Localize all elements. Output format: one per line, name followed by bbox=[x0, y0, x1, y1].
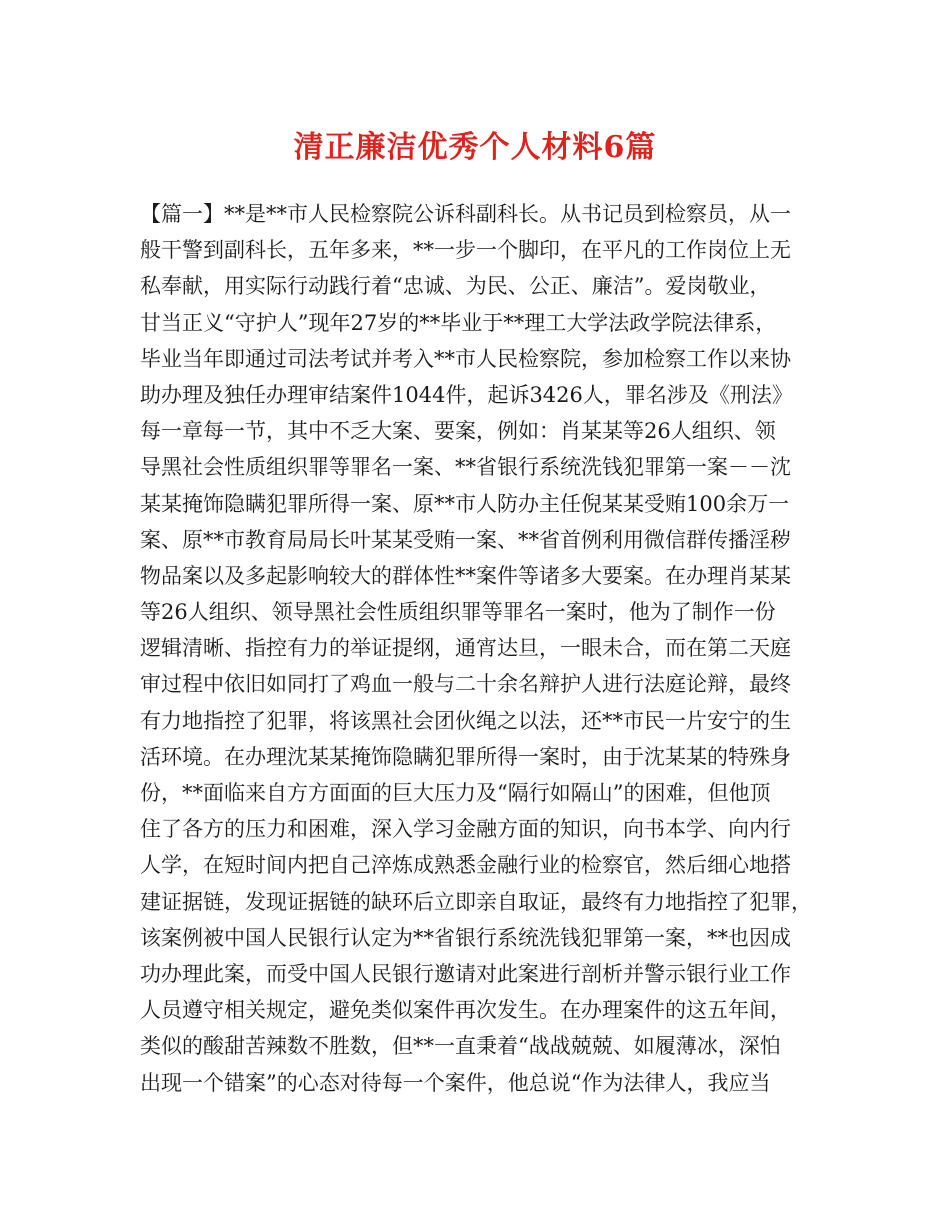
text-line: 等26人组织、领导黑社会性质组织罪等罪名一案时，他为了制作一份 bbox=[140, 600, 776, 625]
text-line: 份，**面临来自方方面面的巨大压力及“隔行如隔山”的困难，但他顶 bbox=[140, 781, 771, 805]
document-title: 清正廉洁优秀个人材料6篇 bbox=[293, 130, 657, 165]
text-line: 案、原**市教育局局长叶某某受贿一案、**省首例利用微信群传播淫秽 bbox=[140, 527, 791, 552]
text-line: 逻辑清晰、指控有力的举证提纲，通宵达旦，一眼未合，而在第二天庭 bbox=[140, 636, 791, 661]
text-line: 有力地指控了犯罪，将该黑社会团伙绳之以法，还**市民一片安宁的生 bbox=[140, 708, 791, 733]
text-line: 私奉献，用实际行动践行着“忠诚、为民、公正、廉洁”。爱岗敬业， bbox=[140, 274, 771, 299]
document-body bbox=[140, 196, 820, 1101]
text-line: 建证据链，发现证据链的缺环后立即亲自取证，最终有力地指控了犯罪， bbox=[140, 889, 812, 914]
text-line: 每一章每一节，其中不乏大案、要案，例如：肖某某等26人组织、领 bbox=[140, 419, 776, 444]
text-line: 般干警到副科长，五年多来，**一步一个脚印，在平凡的工作岗位上无 bbox=[140, 238, 791, 263]
text-line: 审过程中依旧如同打了鸡血一般与二十余名辩护人进行法庭论辩，最终 bbox=[140, 672, 791, 697]
text-line: 导黑社会性质组织罪等罪名一案、**省银行系统洗钱犯罪第一案－－沈 bbox=[140, 455, 791, 480]
text-line: 该案例被中国人民银行认定为**省银行系统洗钱犯罪第一案，**也因成 bbox=[140, 925, 791, 950]
text-line: 甘当正义“守护人”现年27岁的**毕业于**理工大学法政学院法律系， bbox=[140, 310, 777, 335]
text-line: 助办理及独任办理审结案件1044件，起诉3426人，罪名涉及《刑法》 bbox=[140, 382, 793, 407]
text-line: 某某掩饰隐瞒犯罪所得一案、原**市人防办主任倪某某受贿100余万一 bbox=[140, 491, 790, 516]
text-line: 活环境。在办理沈某某掩饰隐瞒犯罪所得一案时，由于沈某某的特殊身 bbox=[140, 744, 791, 769]
text-line: 毕业当年即通过司法考试并考入**市人民检察院，参加检察工作以来协 bbox=[140, 346, 791, 371]
text-line: 人员遵守相关规定，避免类似案件再次发生。在办理案件的这五年间， bbox=[140, 998, 791, 1023]
text-line: 人学，在短时间内把自己淬炼成熟悉金融行业的检察官，然后细心地搭 bbox=[140, 853, 791, 878]
text-line: 功办理此案，而受中国人民银行邀请对此案进行剖析并警示银行业工作 bbox=[140, 961, 791, 986]
text-line: 类似的酸甜苦辣数不胜数，但**一直秉着“战战兢兢、如履薄冰，深怕 bbox=[140, 1034, 781, 1059]
text-line: 【篇一】**是**市人民检察院公诉科副科长。从书记员到检察员，从一 bbox=[140, 202, 791, 226]
text-line: 出现一个错案”的心态对待每一个案件，他总说“作为法律人，我应当 bbox=[140, 1070, 771, 1095]
text-line: 住了各方的压力和困难，深入学习金融方面的知识，向书本学、向内行 bbox=[140, 817, 791, 842]
text-line: 物品案以及多起影响较大的群体性**案件等诸多大要案。在办理肖某某 bbox=[140, 563, 791, 588]
